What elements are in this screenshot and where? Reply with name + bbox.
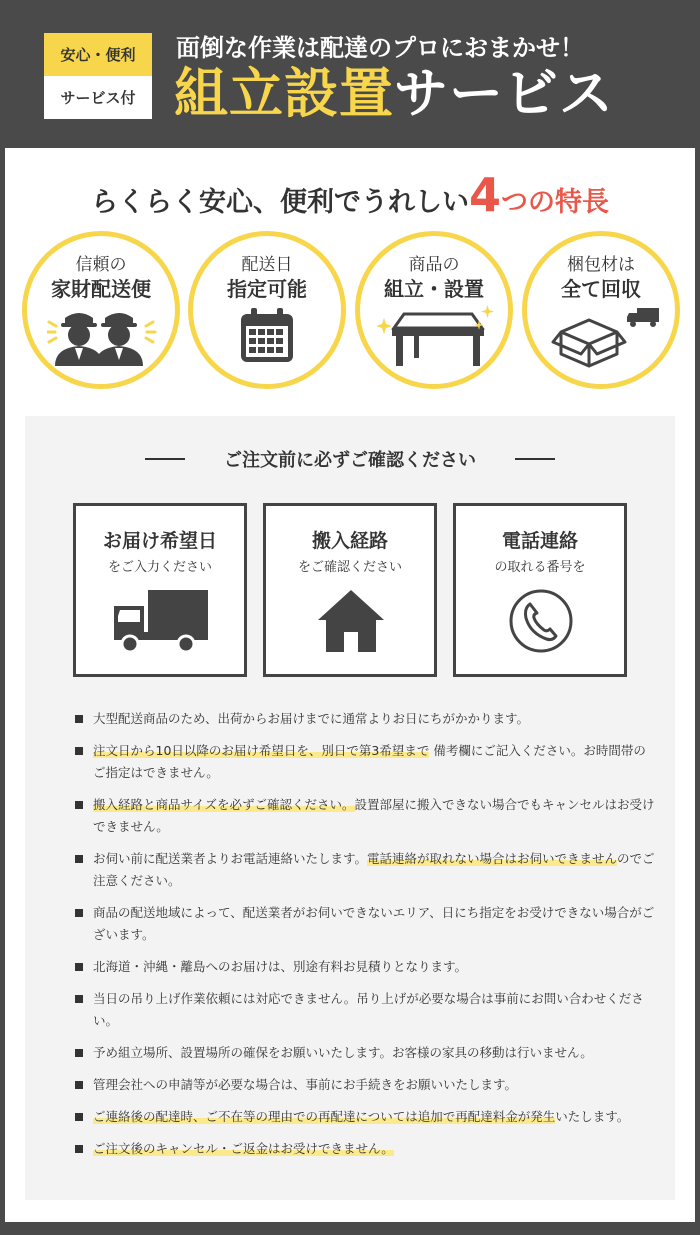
feature-line1: 梱包材は xyxy=(567,255,635,275)
confirm-card-date xyxy=(73,503,247,677)
badge-bottom-label: サービス付 xyxy=(44,76,152,119)
feature-line2: 全て回収 xyxy=(561,277,641,301)
note-item: 予め組立場所、設置場所の確保をお願いいたします。お客様の家具の移動は行いません。 xyxy=(75,1042,655,1064)
confirm-box xyxy=(25,416,675,1200)
feature-line1: 商品の xyxy=(408,255,460,275)
card-sub: をご入力ください xyxy=(107,560,212,575)
header-title-highlight: 組立設置 xyxy=(174,62,394,125)
note-item: 大型配送商品のため、出荷からお届けまでに通常よりお日にちがかかります。 xyxy=(75,708,655,730)
feature-circle-date xyxy=(188,231,346,389)
card-sub: をご確認ください xyxy=(297,560,402,575)
calendar-icon xyxy=(237,306,297,366)
note-item: 北海道・沖縄・離島へのお届けは、別途有料お見積りとなります。 xyxy=(75,956,655,978)
content-panel xyxy=(5,148,695,1222)
feature-line1: 配送日 xyxy=(241,255,293,275)
feature-line2: 指定可能 xyxy=(227,277,307,301)
truck-icon xyxy=(112,588,210,654)
features-title xyxy=(5,168,695,222)
note-item: 商品の配送地域によって、配送業者がお伺いできないエリア、日にち指定をお受けできない場合がございます。 xyxy=(75,902,655,946)
confirm-card-phone xyxy=(453,503,627,677)
confirm-card-route xyxy=(263,503,437,677)
note-item: 注文日から10日以降のお届け希望日を、別日で第3希望まで 備考欄にご記入ください。お時間帯のご指定はできません。 xyxy=(75,740,655,784)
note-item: 当日の吊り上げ作業依頼には対応できません。吊り上げが必要な場合は事前にお問い合わせください。 xyxy=(75,988,655,1032)
notes-list xyxy=(75,708,655,1170)
badge-top-label: 安心・便利 xyxy=(44,33,152,76)
card-title: お届け希望日 xyxy=(102,530,217,552)
header-subtitle: 面倒な作業は配達のプロにおまかせ！ xyxy=(176,34,584,62)
features-title-main: らくらく安心、便利でうれしい xyxy=(90,187,469,218)
card-sub: の取れる番号を xyxy=(494,560,586,575)
note-item: ご注文後のキャンセル・ご返金はお受けできません。 xyxy=(75,1138,655,1160)
header-title xyxy=(174,62,614,126)
feature-line2: 組立・設置 xyxy=(384,277,484,301)
table-icon xyxy=(374,304,494,368)
note-item: 搬入経路と商品サイズを必ずご確認ください。設置部屋に搬入できない場合でもキャンセルはお受けできません。 xyxy=(75,794,655,838)
confirm-title: ご注文前に必ずご確認ください xyxy=(224,450,476,471)
features-title-number: 4 xyxy=(468,168,501,222)
feature-line2: 家財配送便 xyxy=(51,277,151,301)
feature-circle-delivery xyxy=(22,231,180,389)
delivery-staff-icon xyxy=(47,304,157,366)
box-truck-icon xyxy=(551,304,663,370)
feature-line1: 信頼の xyxy=(75,255,127,275)
phone-icon xyxy=(508,588,574,654)
feature-circle-packaging xyxy=(522,231,680,389)
note-item: ご連絡後の配達時、ご不在等の理由での再配達については追加で再配達料金が発生いたします。 xyxy=(75,1106,655,1128)
feature-circle-assembly xyxy=(355,231,513,389)
title-rule-right xyxy=(515,458,555,460)
note-item: 管理会社への申請等が必要な場合は、事前にお手続きをお願いいたします。 xyxy=(75,1074,655,1096)
service-badge xyxy=(44,33,152,119)
house-icon xyxy=(316,588,386,654)
card-title: 電話連絡 xyxy=(501,530,578,552)
note-item: お伺い前に配送業者よりお電話連絡いたします。電話連絡が取れない場合はお伺いできませんのでご注意ください。 xyxy=(75,848,655,892)
features-title-end: つの特長 xyxy=(501,187,609,218)
header-title-rest: サービス xyxy=(394,62,614,125)
card-title: 搬入経路 xyxy=(311,530,388,552)
